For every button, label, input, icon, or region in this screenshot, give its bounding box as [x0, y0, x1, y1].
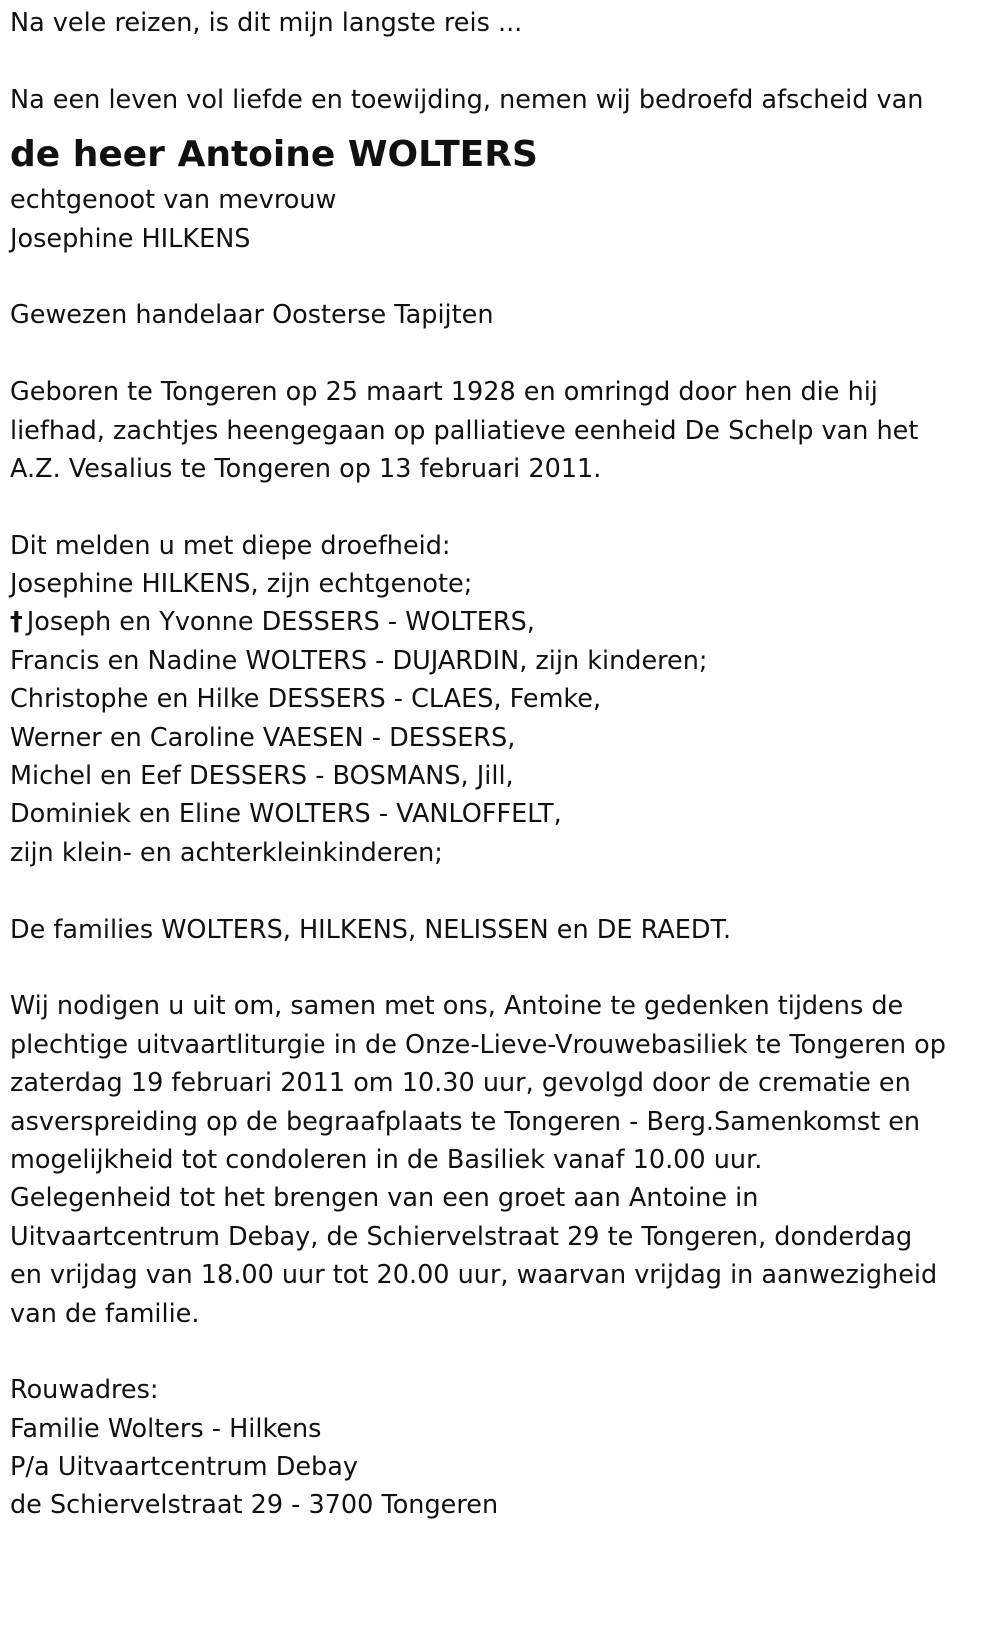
address-line: Familie Wolters - Hilkens [10, 1413, 322, 1444]
spouse-line: echtgenoot van mevrouw [10, 185, 337, 216]
address-line: de Schiervelstraat 29 - 3700 Tongeren [10, 1490, 499, 1521]
ceremony-line: mogelijkheid tot condoleren in de Basiliek vanaf 10.00 uur. [10, 1144, 763, 1175]
ceremony-line: zaterdag 19 februari 2011 om 10.30 uur, gevolgd door de crematie en [10, 1068, 911, 1099]
spacer [10, 1333, 995, 1371]
ceremony-line: plechtige uitvaartliturgie in de Onze-Lieve-Vrouwebasiliek te Tongeren op [10, 1029, 946, 1060]
ceremony-line: Wij nodigen u uit om, samen met ons, Antoine te gedenken tijdens de [10, 991, 904, 1022]
occupation: Gewezen handelaar Oosterse Tapijten [10, 300, 494, 331]
ceremony-line: Uitvaartcentrum Debay, de Schiervelstraat 29 te Tongeren, donderdag [10, 1221, 913, 1252]
announcement-heading: Dit melden u met diepe droefheid: [10, 530, 451, 561]
birth-death-line: A.Z. Vesalius te Tongeren op 13 februari 2011. [10, 453, 602, 484]
spacer [10, 488, 995, 526]
ceremony-line: asverspreiding op de begraafplaats te Tongeren - Berg.Samenkomst en [10, 1106, 921, 1137]
birth-death-line: liefhad, zachtjes heengegaan op palliatieve eenheid De Schelp van het [10, 415, 919, 446]
relative-line: Michel en Eef DESSERS - BOSMANS, Jill, [10, 761, 514, 792]
obituary-notice [10, 4, 995, 1525]
relative-line-deceased [10, 603, 995, 641]
relative-line: Werner en Caroline VAESEN - DESSERS, [10, 722, 516, 753]
spouse-name: Josephine HILKENS [10, 223, 251, 254]
cross-icon: † [10, 607, 23, 638]
opening-quote: Na vele reizen, is dit mijn langste reis ... [10, 8, 523, 38]
relative-line: Dominiek en Eline WOLTERS - VANLOFFELT, [10, 799, 562, 830]
spacer [10, 335, 995, 373]
deceased-name: de heer Antoine WOLTERS [10, 134, 538, 176]
spacer [10, 872, 995, 910]
intro-text: Na een leven vol liefde en toewijding, nemen wij bedroefd afscheid van [10, 84, 924, 115]
relative-line: Christophe en Hilke DESSERS - CLAES, Femke, [10, 684, 602, 715]
spacer [10, 949, 995, 987]
address-line: P/a Uitvaartcentrum Debay [10, 1452, 358, 1483]
birth-death-line: Geboren te Tongeren op 25 maart 1928 en omringd door hen die hij [10, 377, 878, 408]
relative-line: zijn klein- en achterkleinkinderen; [10, 837, 443, 868]
relative-line: Francis en Nadine WOLTERS - DUJARDIN, zijn kinderen; [10, 645, 708, 676]
relative-line: Josephine HILKENS, zijn echtgenote; [10, 569, 473, 600]
ceremony-line: Gelegenheid tot het brengen van een groet aan Antoine in [10, 1183, 759, 1214]
relative-names: Joseph en Yvonne DESSERS - WOLTERS, [26, 607, 535, 638]
ceremony-line: van de familie. [10, 1298, 200, 1329]
spacer [10, 258, 995, 296]
ceremony-line: en vrijdag van 18.00 uur tot 20.00 uur, waarvan vrijdag in aanwezigheid [10, 1260, 938, 1291]
spacer [10, 42, 995, 80]
families-line: De families WOLTERS, HILKENS, NELISSEN en DE RAEDT. [10, 914, 732, 945]
address-heading: Rouwadres: [10, 1375, 159, 1406]
